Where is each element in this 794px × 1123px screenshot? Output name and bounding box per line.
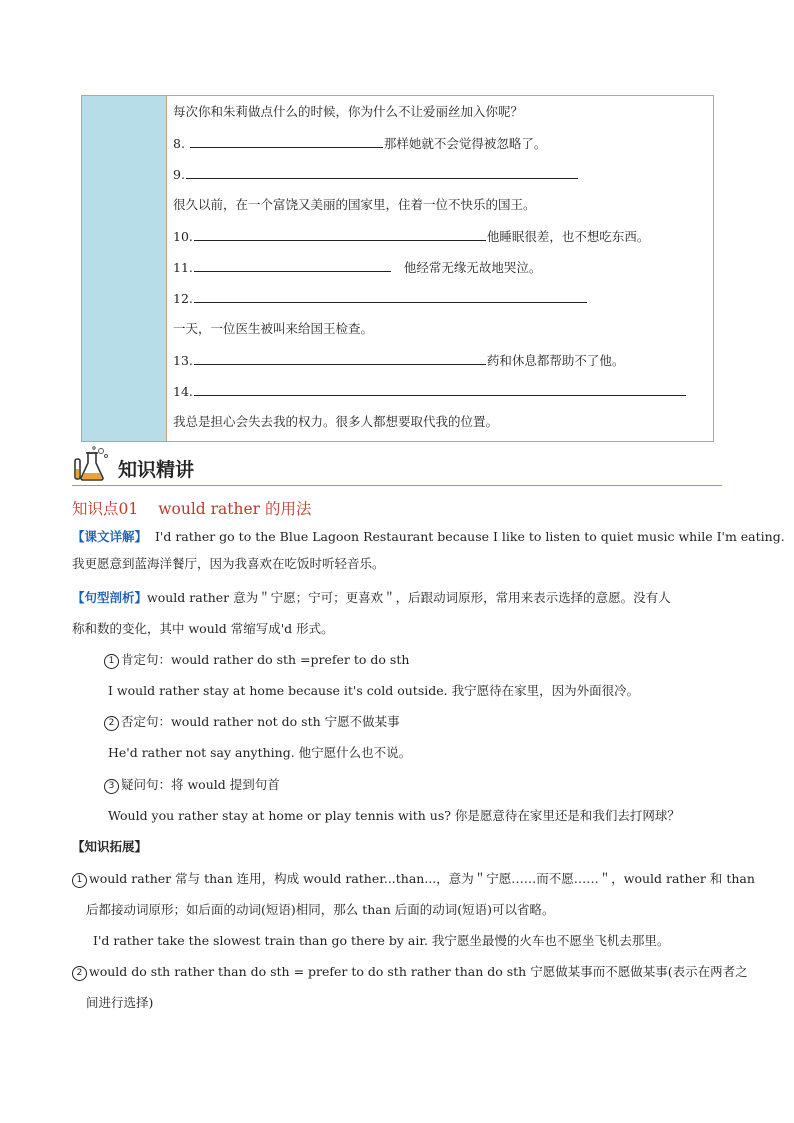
kewen-line: [72, 529, 785, 545]
knowledge-point-name: would rather 的用法: [158, 500, 312, 518]
section-heading: [72, 445, 722, 486]
extension-label: 【知识拓展】: [72, 839, 148, 854]
answer-blank[interactable]: [194, 352, 486, 365]
form-affirmative-example: I would rather stay at home because it's cold outside. 我宁愿待在家里，因为外面很冷。: [108, 683, 640, 698]
exercise-box-side-panel: [82, 96, 167, 441]
answer-blank[interactable]: [194, 228, 486, 241]
form-question: 3 疑问句：将 would 提到句首: [104, 777, 280, 794]
exercise-box: [81, 95, 714, 442]
exercise-line-10: 10. 他睡眠很差，也不想吃东西。: [173, 229, 650, 244]
knowledge-point-title: [72, 497, 312, 519]
juxing-label: 【句型剖析】: [72, 590, 148, 605]
answer-blank[interactable]: [194, 383, 686, 396]
juxing-line-2: 称和数的变化，其中 would 常缩写成'd 形式。: [72, 621, 334, 636]
answer-blank[interactable]: [190, 135, 383, 148]
section-title: 知识精讲: [118, 459, 195, 481]
form-affirmative: 1 肯定句：would rather do sth =prefer to do sth: [104, 652, 409, 669]
extension-item-1-line-2: 后都接动词原形；如后面的动词(短语)相同，那么 than 后面的动词(短语)可以省略。: [86, 902, 555, 917]
answer-blank[interactable]: [194, 259, 391, 272]
extension-item-1: 1 would rather 常与 than 连用，构成 would rather...than...，意为＂宁愿……而不愿……＂，would rather 和 than: [72, 871, 755, 888]
knowledge-point-number: 知识点01: [72, 500, 139, 518]
exercise-line-9: 9.: [173, 166, 579, 183]
kewen-label: 【课文详解】: [72, 529, 148, 544]
extension-item-1-example: I'd rather take the slowest train than go there by air. 我宁愿坐最慢的火车也不愿坐飞机去那里。: [93, 933, 670, 948]
lab-flask-icon: [72, 445, 112, 483]
exercise-line-14: 14.: [173, 383, 687, 400]
exercise-line: 我总是担心会失去我的权力。很多人都想要取代我的位置。: [173, 414, 499, 429]
extension-item-2: 2 would do sth rather than do sth = prefer to do sth rather than do sth 宁愿做某事而不愿做某事(表示在两者之: [72, 964, 748, 981]
exercise-line: 很久以前，在一个富饶又美丽的国家里，住着一位不快乐的国王。: [173, 197, 536, 212]
answer-blank[interactable]: [194, 290, 587, 303]
exercise-box-content: [167, 96, 713, 441]
exercise-line-8: 8. 那样她就不会觉得被忽略了。: [173, 136, 547, 151]
extension-item-2-line-2: 间进行选择): [86, 995, 154, 1010]
exercise-line: 每次你和朱莉做点什么的时候，你为什么不让爱丽丝加入你呢？: [173, 104, 524, 119]
exercise-line-13: 13. 药和休息都帮助不了他。: [173, 353, 625, 368]
kewen-english: I'd rather go to the Blue Lagoon Restaurant because I like to listen to quiet music while I'm eating.: [154, 529, 785, 544]
kewen-chinese: 我更愿意到蓝海洋餐厅，因为我喜欢在吃饭时听轻音乐。: [72, 556, 385, 571]
form-negative: 2 否定句：would rather not do sth 宁愿不做某事: [104, 714, 400, 731]
exercise-line-11: 11. 他经常无缘无故地哭泣。: [173, 260, 542, 275]
answer-blank[interactable]: [186, 166, 578, 179]
form-question-example: Would you rather stay at home or play tennis with us? 你是愿意待在家里还是和我们去打网球？: [108, 808, 680, 823]
juxing-line-1: 【句型剖析】would rather 意为＂宁愿；宁可；更喜欢＂，后跟动词原形，常用来表示选择的意愿。没有人: [72, 590, 671, 605]
exercise-line-12: 12.: [173, 290, 588, 307]
exercise-line: 一天，一位医生被叫来给国王检查。: [173, 321, 374, 336]
form-negative-example: He'd rather not say anything. 他宁愿什么也不说。: [108, 745, 412, 760]
